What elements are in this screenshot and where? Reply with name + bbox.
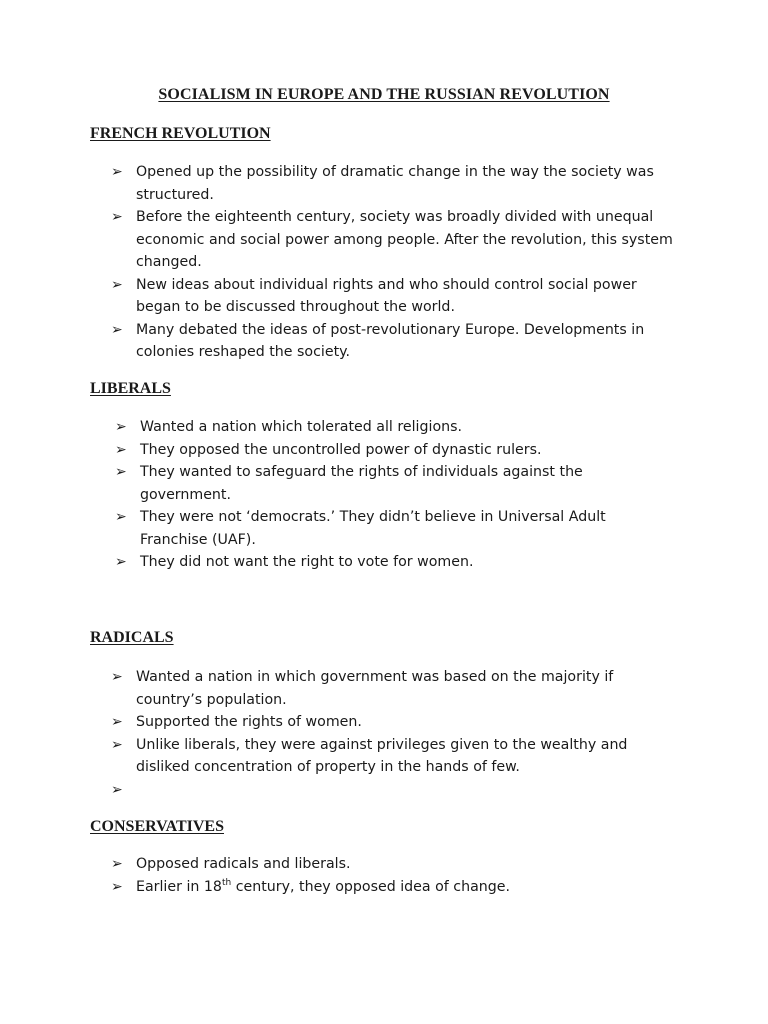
list-item — [111, 319, 676, 364]
text-after-superscript: century, they opposed idea of change. — [231, 878, 511, 895]
list-item — [111, 734, 676, 779]
arrow-bullet-icon: ➢ — [111, 781, 123, 798]
list-item-text: They wanted to safeguard the rights of individuals against the government. — [140, 464, 583, 503]
bullet-list-conservatives — [111, 853, 676, 898]
bullet-list-radicals — [111, 666, 676, 801]
list-item — [111, 206, 676, 274]
bullet-list-french-revolution — [111, 161, 676, 364]
arrow-bullet-icon: ➢ — [111, 276, 123, 293]
arrow-bullet-icon: ➢ — [115, 441, 127, 458]
list-item — [115, 551, 635, 574]
list-item — [111, 779, 676, 802]
arrow-bullet-icon: ➢ — [111, 878, 123, 895]
page-title: SOCIALISM IN EUROPE AND THE RUSSIAN REVOLUTION — [158, 86, 610, 103]
list-item-text: Many debated the ideas of post-revolutionary Europe. Developments in colonies reshaped the society. — [136, 321, 645, 360]
arrow-bullet-icon: ➢ — [111, 736, 123, 753]
arrow-bullet-icon: ➢ — [115, 419, 127, 435]
list-item-text: Supported the rights of women. — [136, 714, 362, 730]
list-item — [115, 416, 635, 439]
arrow-bullet-icon: ➢ — [111, 856, 123, 872]
list-item-text: They did not want the right to vote for women. — [140, 554, 474, 570]
list-item-text: Opposed radicals and liberals. — [136, 856, 351, 872]
list-item-text: New ideas about individual rights and who should control social power began to be discussed throughout the world. — [136, 276, 637, 315]
arrow-bullet-icon: ➢ — [115, 554, 127, 570]
list-item — [115, 461, 635, 506]
arrow-bullet-icon: ➢ — [111, 321, 123, 338]
ordinal-superscript: th — [221, 877, 232, 888]
list-item — [115, 506, 635, 551]
list-item — [115, 439, 635, 462]
arrow-bullet-icon: ➢ — [111, 669, 123, 685]
section-heading-conservatives: CONSERVATIVES — [90, 818, 224, 835]
arrow-bullet-icon: ➢ — [115, 464, 127, 480]
section-heading-french-revolution: FRENCH REVOLUTION — [90, 125, 271, 142]
list-item — [111, 274, 676, 319]
section-heading-radicals: RADICALS — [90, 629, 174, 646]
list-item-text: Opened up the possibility of dramatic change in the way the society was structured. — [136, 164, 654, 203]
list-item-text-empty — [136, 779, 676, 802]
list-item — [111, 711, 676, 734]
text-before-superscript: Earlier in 18 — [136, 878, 222, 895]
list-item-text: They opposed the uncontrolled power of dynastic rulers. — [140, 441, 542, 458]
list-item-text: Wanted a nation which tolerated all religions. — [140, 419, 463, 435]
list-item-text: Before the eighteenth century, society was broadly divided with unequal economic and social power among people. After the revolution, this system changed. — [136, 209, 673, 270]
arrow-bullet-icon: ➢ — [111, 714, 123, 730]
bullet-list-liberals — [115, 416, 635, 574]
list-item-text — [136, 876, 676, 899]
list-item — [111, 876, 676, 899]
arrow-bullet-icon: ➢ — [111, 209, 123, 225]
list-item — [111, 666, 676, 711]
arrow-bullet-icon: ➢ — [111, 164, 123, 180]
list-item — [111, 161, 676, 206]
list-item-text: Wanted a nation in which government was based on the majority if country’s population. — [136, 669, 614, 708]
list-item-text: They were not ‘democrats.’ They didn’t believe in Universal Adult Franchise (UAF). — [140, 509, 606, 548]
arrow-bullet-icon: ➢ — [115, 509, 127, 525]
section-heading-liberals: LIBERALS — [90, 380, 171, 397]
list-item — [111, 853, 676, 876]
list-item-text: Unlike liberals, they were against privileges given to the wealthy and disliked concentration of property in the hands of few. — [136, 736, 628, 775]
